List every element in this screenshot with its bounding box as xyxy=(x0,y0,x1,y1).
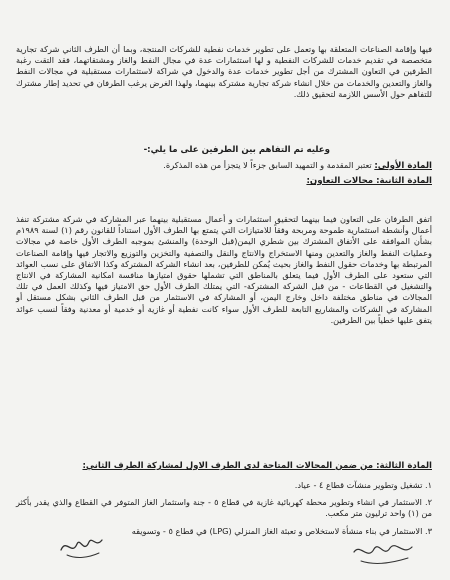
article-3-item: ٣. الاستثمار في بناء منشأة لاستخلاص و تعبئة الغاز المنزلي (LPG) في قطاع ٥ - وتسويقه xyxy=(131,525,432,536)
intro-paragraph-block xyxy=(16,44,432,100)
article-2-text: اتفق الطرفان على التعاون فيما بينهما لتحقيق استثمارات و أعمال مستقبلية بينهما عبر المشاركة في شركة مشتركة تنفذ أعمال وأنشطة استثمارية طموحة ومربحة وفقاً للامتيازات التي يتمتع بها الطرف الأول استناداً للقانون رقم (١) لسنة ١٩٨٩م بشأن الموافقة على الأتفاق المشترك بين شطري اليمن(قبل الوحدة) والمنشئ بموجبه الطرف الأول خاصة في مجالات وعمليات النفط والغاز والتعدين ومنها الاستخراج والانتاج والنقل والتصفية والتخزين والتوزيع والاتجار فيها وإقامة الصناعات المرتبطة بها وخدمات حقول النفط والغاز بحيث يُمكن للطرفين، بعد انشاء الشركة المشتركة وكذا الاتفاق على نسب العوائد التي ستعود على الطرف الأول فيما يتعلق بالمناطق التي تشملها حقوق امتيازها منافسة امكانية المشاركة في الانتاج والتشغيل في القطاعات - من قبل الشركة المشتركة- التي يمتلك الطرف الأول حق الامتياز فيها وكذلك العمل في تلك المجالات في مناطق مختلفة داخل وخارج اليمن، أو المشاركة في الاستثمار من قبل الطرف الثاني بشكل مستقل أو المشاركة في الشركات والمشاريع التابعة للطرف الأول سواء كانت نفطية أو غازية أو خدمية أو معدنية وفقاً لنسب عوائد يتفق عليها خطياً بين الطرفين. xyxy=(16,214,432,325)
article-1-text: تعتبر المقدمة و التمهيد السابق جزءاً لا يتجزأ من هذه المذكرة. xyxy=(163,160,372,170)
agreement-line: وعليه تم التفاهم بين الطرفين على ما يلي:- xyxy=(143,145,330,155)
article-1-title: المادة الأولى: xyxy=(374,161,432,171)
signature-right xyxy=(350,538,420,570)
article-2-title-line xyxy=(16,175,432,187)
article-3-item: ٢. الاستثمار في انشاء وتطوير محطة كهربائية غازية في قطاع ٥ - جنة واستثمار الغاز المتوفر في القطاع والذي يقدر بأكثر من (١) واحد ترليون متر مكعب. xyxy=(16,497,433,519)
signature-left xyxy=(58,528,108,564)
article-3-title-line xyxy=(16,460,432,472)
intro-paragraph: فيها وإقامة الصناعات المتعلقة بها وتعمل على تطوير خدمات نفطية للشركات المنتجة، وبما أن الطرف الثاني شركة تجارية متخصصة في تقديم خدمات للشركات النفطية و لها استثمارات عدة في مجال النفط والغاز ومشتقاتهما، فقد التقت رغبة الطرفين في التعاون المشترك من أجل تطوير خدمات عدة والدخول في شراكة لاستثمارات مستقبلية في مجالات النفط والغاز والتعدين والخدمات من خلال انشاء شركة تجارية مشتركة بينهما، ولهذا الغرض يرغب الطرفان في تحديد إطار مشترك للتفاهم حول الأسس اللازمة لتحقيق ذلك. xyxy=(16,44,432,99)
article-3-item: ١. تشغيل وتطوير منشآت قطاع ٤ - عياد. xyxy=(294,480,432,490)
article-1 xyxy=(16,160,432,172)
article-2-title: المادة الثانية: مجالات التعاون: xyxy=(306,176,432,186)
article-3-title: المادة الثالثة: من ضمن المجالات المتاحة لدى الطرف الاول لمشاركة الطرف الثاني: xyxy=(82,461,432,471)
article-2-body xyxy=(16,214,432,326)
